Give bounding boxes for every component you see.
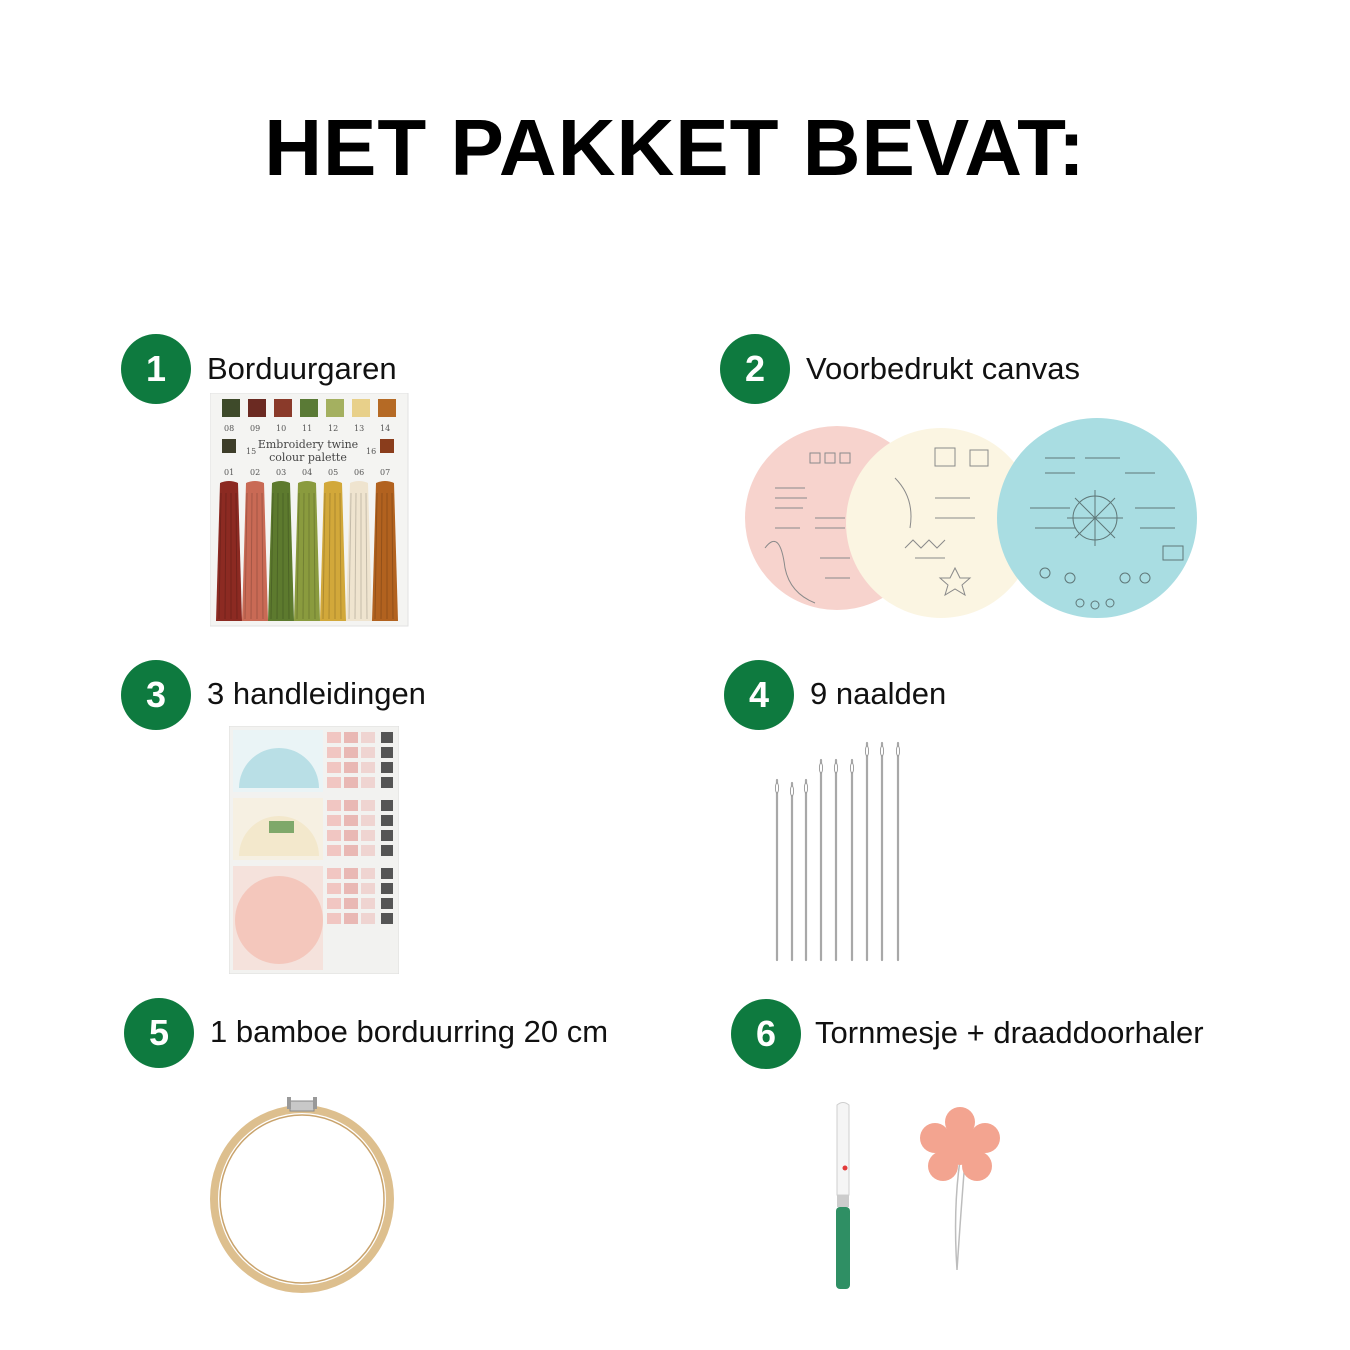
manual-thumb: [344, 883, 358, 894]
floss-number-16: 16: [366, 447, 377, 456]
needle-eye: [819, 763, 822, 773]
floss-swatch: [300, 399, 318, 417]
manual-thumb: [344, 732, 358, 743]
item-number-badge-2: 2: [720, 334, 790, 404]
manual-thumb: [344, 815, 358, 826]
item-label-handleidingen: 3 handleidingen: [207, 676, 426, 711]
item-number-badge-1: 1: [121, 334, 191, 404]
manual-thumb: [327, 732, 341, 743]
needle-eye: [804, 783, 807, 793]
manual-thumb: [344, 898, 358, 909]
floss-number-bottom: 07: [380, 468, 391, 477]
item-label-naalden: 9 naalden: [810, 676, 947, 711]
manual-thumb: [344, 830, 358, 841]
item-number-badge-3: 3: [121, 660, 191, 730]
qr-code-icon: [381, 815, 393, 826]
threader-icon: [920, 1107, 1000, 1270]
floss-number-top: 14: [380, 424, 391, 433]
manual-thumb: [361, 777, 375, 788]
manual-thumb: [327, 830, 341, 841]
manual-thumb: [344, 800, 358, 811]
manual-thumb: [361, 762, 375, 773]
manual-thumb: [344, 747, 358, 758]
manual-thumb: [361, 845, 375, 856]
manual-thumb: [327, 800, 341, 811]
manual-thumb: [361, 868, 375, 879]
item-label-voorbedrukt-canvas: Voorbedrukt canvas: [806, 351, 1081, 386]
qr-code-icon: [381, 845, 393, 856]
manual-thumb: [344, 762, 358, 773]
floss-swatch: [326, 399, 344, 417]
floss-number-15: 15: [246, 447, 257, 456]
manual-thumb: [327, 815, 341, 826]
manual-thumb: [327, 762, 341, 773]
floss-number-bottom: 04: [302, 468, 313, 477]
needle-eye: [775, 783, 778, 793]
floss-swatch: [378, 399, 396, 417]
floss-number-bottom: 06: [354, 468, 365, 477]
manual-thumb: [361, 800, 375, 811]
floss-card-title-line1: Embroidery twine: [257, 438, 359, 451]
qr-code-icon: [381, 732, 393, 743]
needle-eye: [790, 786, 793, 796]
item-number-badge-5: 5: [124, 998, 194, 1068]
manual-thumb: [344, 868, 358, 879]
qr-code-icon: [381, 868, 393, 879]
qr-code-icon: [381, 898, 393, 909]
page-title: HET PAKKET BEVAT:: [264, 103, 1086, 192]
item-label-borduurgaren: Borduurgaren: [207, 351, 397, 386]
manual-thumb: [327, 898, 341, 909]
needles-icon: [765, 735, 910, 965]
manual-thumb: [344, 845, 358, 856]
floss-number-top: 13: [354, 424, 365, 433]
floss-card-title-line2: colour palette: [269, 451, 347, 464]
manual-thumb: [327, 913, 341, 924]
floss-number-bottom: 02: [250, 468, 261, 477]
floss-number-bottom: 03: [276, 468, 287, 477]
embroidery-floss-icon: [210, 393, 410, 628]
qr-code-icon: [381, 747, 393, 758]
printed-canvas-icon: [745, 418, 1205, 628]
needle-eye: [850, 763, 853, 773]
qr-code-icon: [381, 800, 393, 811]
qr-code-icon: [381, 762, 393, 773]
floss-number-top: 11: [302, 424, 313, 433]
item-label-borduurring: 1 bamboe borduurring 20 cm: [210, 1014, 609, 1049]
item-label-tornmesje-draaddoorhaler: Tornmesje + draaddoorhaler: [815, 1015, 1204, 1050]
manuals-icon: [229, 726, 399, 974]
floss-number-top: 08: [224, 424, 235, 433]
manual-thumb: [361, 883, 375, 894]
qr-code-icon: [381, 777, 393, 788]
floss-swatch: [222, 399, 240, 417]
manual-thumb: [344, 913, 358, 924]
manual-thumb: [327, 777, 341, 788]
manual-thumb: [361, 815, 375, 826]
needle-eye: [834, 763, 837, 773]
seam-ripper-threader-icon: [825, 1100, 1010, 1295]
manual-thumb: [361, 732, 375, 743]
floss-number-bottom: 01: [224, 468, 235, 477]
item-number-badge-6: 6: [731, 999, 801, 1069]
needle-eye: [865, 746, 868, 756]
qr-code-icon: [381, 913, 393, 924]
manual-thumb: [327, 845, 341, 856]
manual-thumb: [327, 747, 341, 758]
floss-swatch: [274, 399, 292, 417]
manual-thumb: [344, 777, 358, 788]
floss-swatch: [352, 399, 370, 417]
floss-number-top: 12: [328, 424, 339, 433]
qr-code-icon: [381, 883, 393, 894]
needle-eye: [896, 746, 899, 756]
manual-thumb: [361, 898, 375, 909]
manual-thumb: [361, 913, 375, 924]
floss-swatch: [248, 399, 266, 417]
seam-ripper-icon: [836, 1103, 850, 1290]
manual-thumb: [361, 830, 375, 841]
embroidery-hoop-icon: [205, 1095, 400, 1295]
qr-code-icon: [381, 830, 393, 841]
manual-thumb: [361, 747, 375, 758]
floss-number-bottom: 05: [328, 468, 339, 477]
floss-number-top: 10: [276, 424, 287, 433]
manual-thumb: [327, 868, 341, 879]
manual-thumb: [327, 883, 341, 894]
floss-number-top: 09: [250, 424, 261, 433]
item-number-badge-4: 4: [724, 660, 794, 730]
needle-eye: [880, 746, 883, 756]
